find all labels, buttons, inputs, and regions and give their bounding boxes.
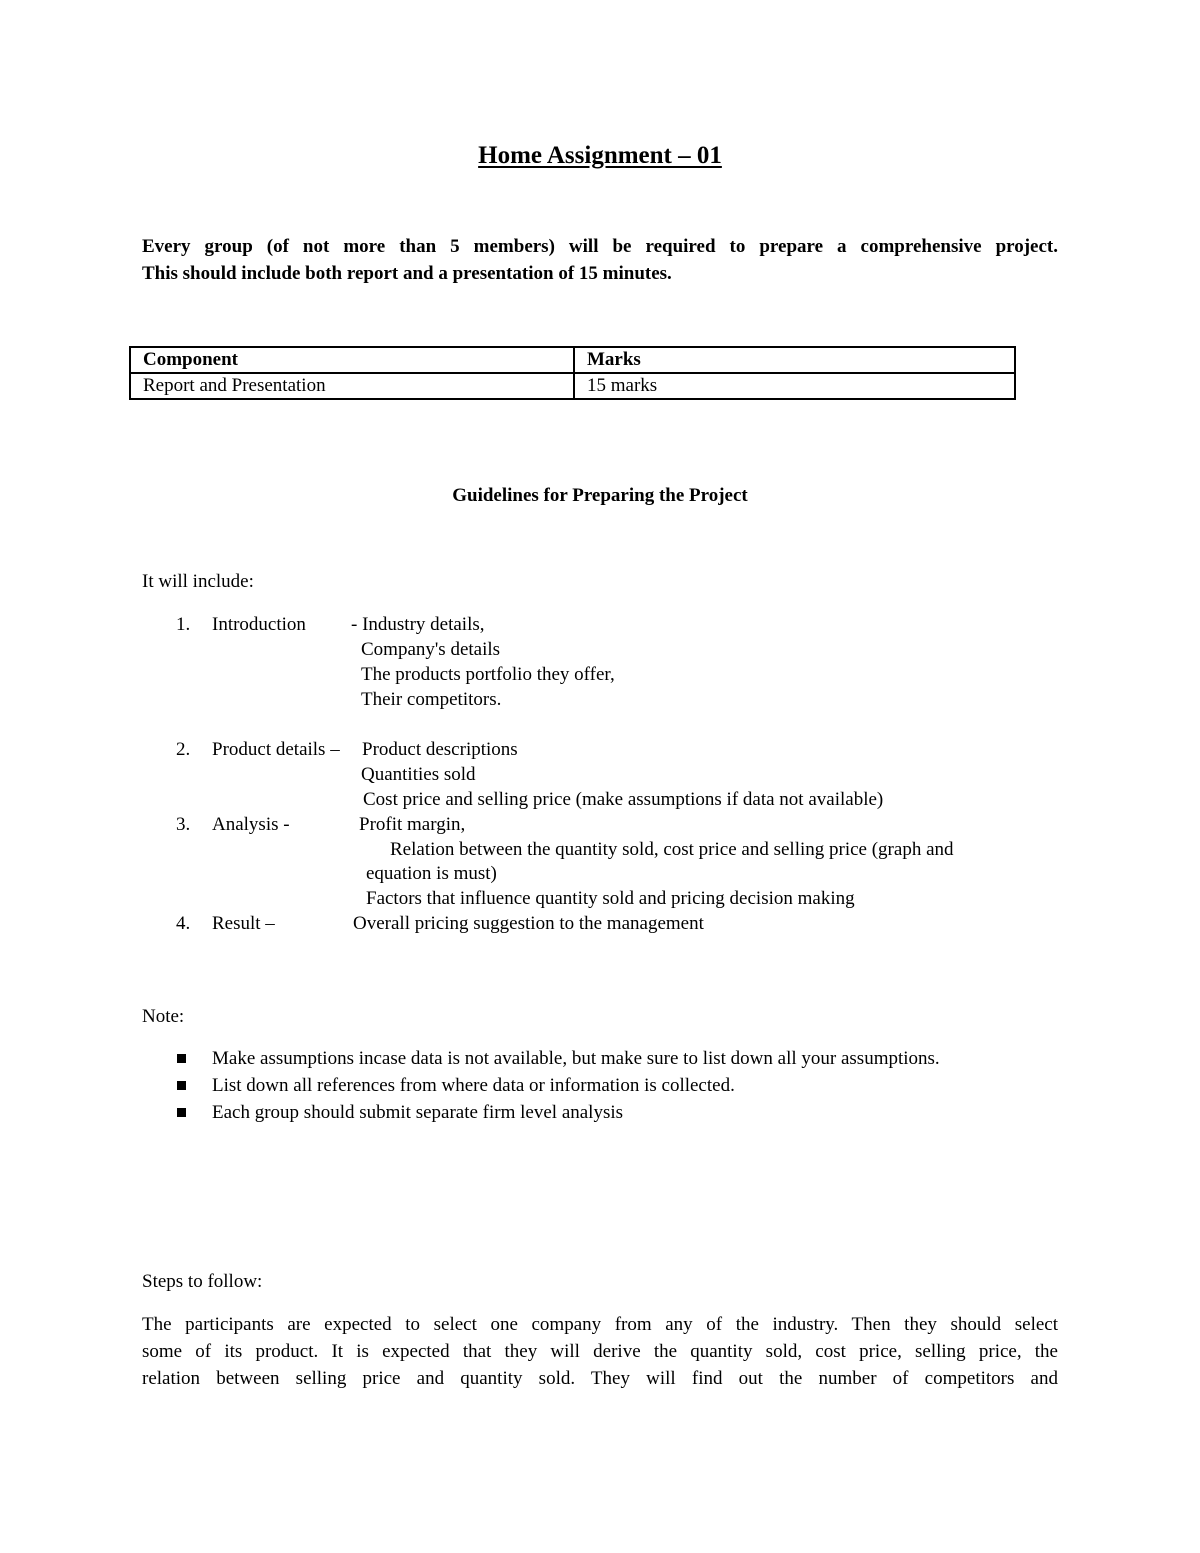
note-item-2: List down all references from where data or information is collected. xyxy=(212,1075,735,1096)
item-4-label: Result – xyxy=(212,913,275,934)
item-3-line-1: Profit margin, xyxy=(359,814,466,835)
item-1-line-2: Company's details xyxy=(361,639,501,660)
table-row xyxy=(130,373,1015,399)
bullet-icon xyxy=(177,1081,186,1090)
item-3-line-4: Factors that influence quantity sold and pricing decision making xyxy=(366,888,855,909)
bullet-icon xyxy=(177,1054,186,1063)
note-item-3: Each group should submit separate firm level analysis xyxy=(212,1102,624,1123)
item-4-number: 4. xyxy=(176,913,191,934)
table-header-row xyxy=(130,347,1015,373)
item-1-line-4: Their competitors. xyxy=(361,689,502,710)
item-1-line-3: The products portfolio they offer, xyxy=(361,664,615,685)
item-3-line-3: equation is must) xyxy=(366,863,497,884)
bullet-icon xyxy=(177,1108,186,1117)
item-1-line-1: - Industry details, xyxy=(351,614,485,635)
item-3-line-2: Relation between the quantity sold, cost price and selling price (graph and xyxy=(390,839,954,860)
item-2-line-1: Product descriptions xyxy=(362,739,518,760)
guidelines-heading: Guidelines for Preparing the Project xyxy=(452,485,748,506)
item-2-line-3: Cost price and selling price (make assumptions if data not available) xyxy=(363,789,884,810)
item-2-line-2: Quantities sold xyxy=(361,764,476,785)
item-4-line-1: Overall pricing suggestion to the management xyxy=(353,913,704,934)
table-cell-marks: 15 marks xyxy=(574,373,1015,399)
table-header-component: Component xyxy=(130,347,574,373)
steps-paragraph-line-2: some of its product. It is expected that they will derive the quantity sold, cost price, selling price, the xyxy=(142,1341,1058,1362)
item-2-label: Product details – xyxy=(212,739,340,760)
note-item-1: Make assumptions incase data is not available, but make sure to list down all your assumptions. xyxy=(212,1048,940,1069)
intro-line-1: Every group (of not more than 5 members) will be required to prepare a comprehensive project. xyxy=(142,236,1058,257)
note-label: Note: xyxy=(142,1006,185,1027)
steps-label: Steps to follow: xyxy=(142,1271,263,1292)
item-1-number: 1. xyxy=(176,614,191,635)
item-3-number: 3. xyxy=(176,814,191,835)
item-2-number: 2. xyxy=(176,739,191,760)
item-3-label: Analysis - xyxy=(212,814,290,835)
table-header-marks: Marks xyxy=(574,347,1015,373)
steps-paragraph-line-3: relation between selling price and quantity sold. They will find out the number of competitors and xyxy=(142,1368,1058,1389)
item-1-label: Introduction xyxy=(212,614,306,635)
page-title: Home Assignment – 01 xyxy=(478,142,722,169)
intro-line-2: This should include both report and a presentation of 15 minutes. xyxy=(142,263,672,284)
include-label: It will include: xyxy=(142,571,254,592)
steps-paragraph-line-1: The participants are expected to select one company from any of the industry. Then they should select xyxy=(142,1314,1058,1335)
table-cell-component: Report and Presentation xyxy=(130,373,574,399)
marks-table xyxy=(129,346,1016,400)
